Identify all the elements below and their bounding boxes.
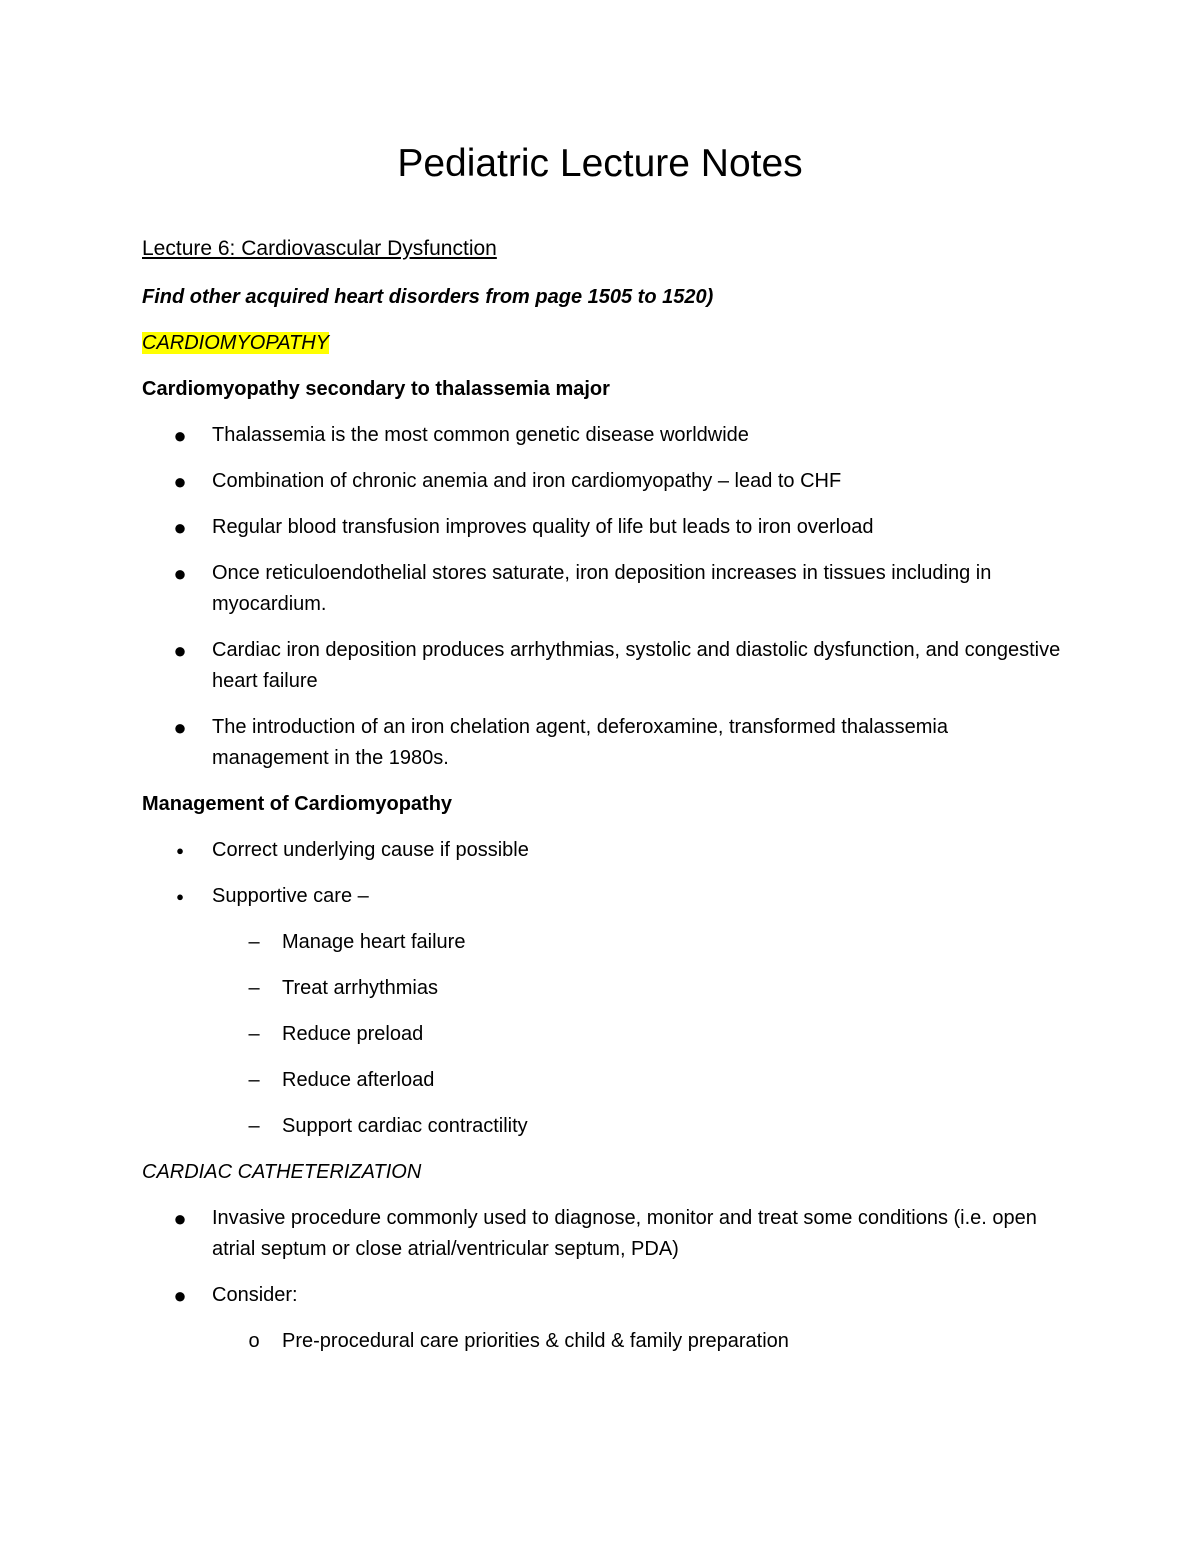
bullet-icon: ● bbox=[173, 1206, 187, 1231]
management-bullet-list bbox=[142, 835, 1062, 1142]
lecture-heading: Lecture 6: Cardiovascular Dysfunction bbox=[142, 237, 497, 260]
sub-list-item-text: Support cardiac contractility bbox=[282, 1115, 528, 1137]
bullet-icon: ● bbox=[173, 1283, 187, 1308]
circle-bullet-icon: o bbox=[248, 1330, 260, 1352]
list-item-text: Consider: bbox=[212, 1284, 298, 1306]
sub-list-item-text: Reduce preload bbox=[282, 1023, 424, 1045]
sub-list-item bbox=[142, 1111, 1062, 1142]
list-item-text: Combination of chronic anemia and iron cardiomyopathy – lead to CHF bbox=[212, 470, 842, 492]
list-item-text: Cardiac iron deposition produces arrhythmias, systolic and diastolic dysfunction, and congestive heart failure bbox=[212, 639, 1061, 692]
list-item-text: Regular blood transfusion improves quality of life but leads to iron overload bbox=[212, 516, 874, 538]
list-item-text: Thalassemia is the most common genetic disease worldwide bbox=[212, 424, 749, 446]
sub-list-item-text: Treat arrhythmias bbox=[282, 977, 438, 999]
dash-icon: – bbox=[248, 977, 260, 999]
list-item-text: The introduction of an iron chelation agent, deferoxamine, transformed thalassemia management in the 1980s. bbox=[212, 716, 948, 769]
thalassemia-bullet-list bbox=[142, 420, 1062, 774]
list-item-text: Supportive care – bbox=[212, 885, 369, 907]
bullet-icon: ● bbox=[173, 469, 187, 494]
dash-icon: – bbox=[248, 1115, 260, 1137]
sub-list-item-text: Manage heart failure bbox=[282, 931, 466, 953]
list-item-text: Invasive procedure commonly used to diagnose, monitor and treat some conditions (i.e. open atrial septum or close atrial/ventricular septum, PDA) bbox=[212, 1207, 1037, 1260]
list-item bbox=[142, 1280, 1062, 1311]
sub-list-item-text: Reduce afterload bbox=[282, 1069, 435, 1091]
list-item bbox=[142, 466, 1062, 497]
list-item bbox=[142, 558, 1062, 620]
document-body bbox=[142, 233, 1062, 1372]
document-title: Pediatric Lecture Notes bbox=[397, 142, 803, 185]
dash-icon: – bbox=[248, 1023, 260, 1045]
sub-list-item bbox=[142, 1019, 1062, 1050]
list-item bbox=[142, 835, 1062, 866]
section-label-catheterization: CARDIAC CATHETERIZATION bbox=[142, 1161, 422, 1183]
dash-icon: – bbox=[248, 1069, 260, 1091]
sub-list-item-text: Pre-procedural care priorities & child & family preparation bbox=[282, 1330, 789, 1352]
bullet-icon: ● bbox=[173, 561, 187, 586]
bullet-icon: ● bbox=[173, 638, 187, 663]
sub-list-item bbox=[142, 973, 1062, 1004]
bullet-icon: ● bbox=[173, 515, 187, 540]
list-item bbox=[142, 420, 1062, 451]
list-item bbox=[142, 712, 1062, 774]
highlighted-label: CARDIOMYOPATHY bbox=[142, 332, 330, 354]
thalassemia-subheading: Cardiomyopathy secondary to thalassemia major bbox=[142, 378, 610, 400]
dash-icon: – bbox=[248, 931, 260, 953]
sub-list-item bbox=[142, 927, 1062, 958]
bullet-icon: ● bbox=[173, 715, 187, 740]
list-item-text: Correct underlying cause if possible bbox=[212, 839, 529, 861]
reference-note: Find other acquired heart disorders from page 1505 to 1520) bbox=[142, 286, 714, 308]
management-heading: Management of Cardiomyopathy bbox=[142, 793, 453, 815]
list-item bbox=[142, 1203, 1062, 1265]
list-item bbox=[142, 881, 1062, 912]
list-item bbox=[142, 635, 1062, 697]
sub-list-item bbox=[142, 1326, 1062, 1357]
bullet-icon: ● bbox=[173, 423, 187, 448]
list-item bbox=[142, 512, 1062, 543]
catheterization-bullet-list bbox=[142, 1203, 1062, 1357]
section-label-cardiomyopathy bbox=[142, 328, 1062, 359]
small-bullet-icon: ● bbox=[176, 889, 184, 904]
list-item-text: Once reticuloendothelial stores saturate, iron deposition increases in tissues including in myocardium. bbox=[212, 562, 992, 615]
small-bullet-icon: ● bbox=[176, 843, 184, 858]
sub-list-item bbox=[142, 1065, 1062, 1096]
